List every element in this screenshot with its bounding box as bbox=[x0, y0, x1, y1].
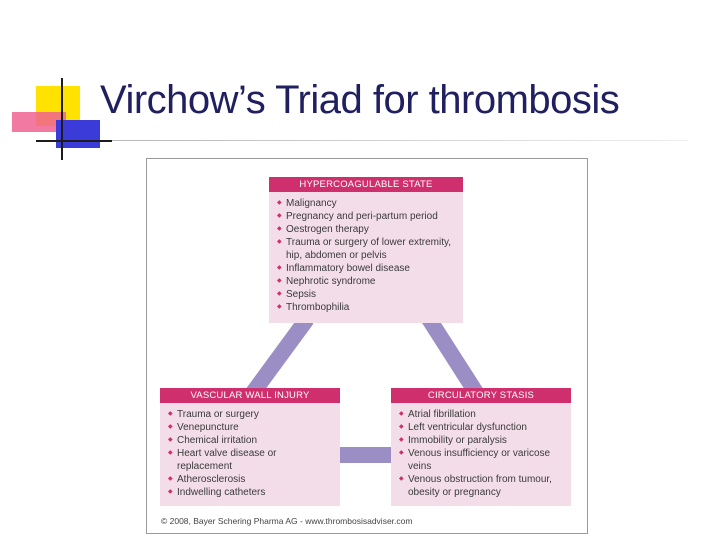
title-decoration-line bbox=[61, 78, 63, 160]
risk-factor-list bbox=[160, 403, 340, 503]
list-item: ◆ Sepsis bbox=[277, 288, 457, 301]
list-item: ◆ Heart valve disease or replacement bbox=[168, 447, 334, 473]
slide-title: Virchow’s Triad for thrombosis bbox=[100, 78, 620, 122]
list-item: ◆ Venous obstruction from tumour, obesity or pregnancy bbox=[399, 473, 565, 499]
list-item: ◆ Nephrotic syndrome bbox=[277, 275, 457, 288]
list-item: ◆ Venous insufficiency or varicose veins bbox=[399, 447, 565, 473]
list-item: ◆ Oestrogen therapy bbox=[277, 223, 457, 236]
box-header: HYPERCOAGULABLE STATE bbox=[269, 177, 463, 192]
risk-factor-list bbox=[391, 403, 571, 503]
box-header: CIRCULATORY STASIS bbox=[391, 388, 571, 403]
list-item: ◆ Malignancy bbox=[277, 197, 457, 210]
title-decoration-line bbox=[36, 140, 112, 142]
list-item: ◆ Chemical irritation bbox=[168, 434, 334, 447]
list-item: ◆ Inflammatory bowel disease bbox=[277, 262, 457, 275]
box-hypercoagulable-state bbox=[269, 177, 463, 323]
list-item: ◆ Atrial fibrillation bbox=[399, 408, 565, 421]
list-item: ◆ Trauma or surgery bbox=[168, 408, 334, 421]
list-item: ◆ Atherosclerosis bbox=[168, 473, 334, 486]
list-item: ◆ Thrombophilia bbox=[277, 301, 457, 314]
list-item: ◆ Trauma or surgery of lower extremity, hip, abdomen or pelvis bbox=[277, 236, 457, 262]
list-item: ◆ Pregnancy and peri-partum period bbox=[277, 210, 457, 223]
title-underline bbox=[112, 140, 688, 141]
list-item: ◆ Left ventricular dysfunction bbox=[399, 421, 565, 434]
list-item: ◆ Venepuncture bbox=[168, 421, 334, 434]
box-circulatory-stasis bbox=[391, 388, 571, 506]
box-vascular-wall-injury bbox=[160, 388, 340, 506]
list-item: ◆ Immobility or paralysis bbox=[399, 434, 565, 447]
connector-left bbox=[252, 319, 307, 394]
risk-factor-list bbox=[269, 192, 463, 318]
list-item: ◆ Indwelling catheters bbox=[168, 486, 334, 499]
box-header: VASCULAR WALL INJURY bbox=[160, 388, 340, 403]
copyright-notice: © 2008, Bayer Schering Pharma AG - www.thrombosisadviser.com bbox=[161, 516, 413, 526]
virchow-triad-diagram bbox=[146, 158, 588, 534]
